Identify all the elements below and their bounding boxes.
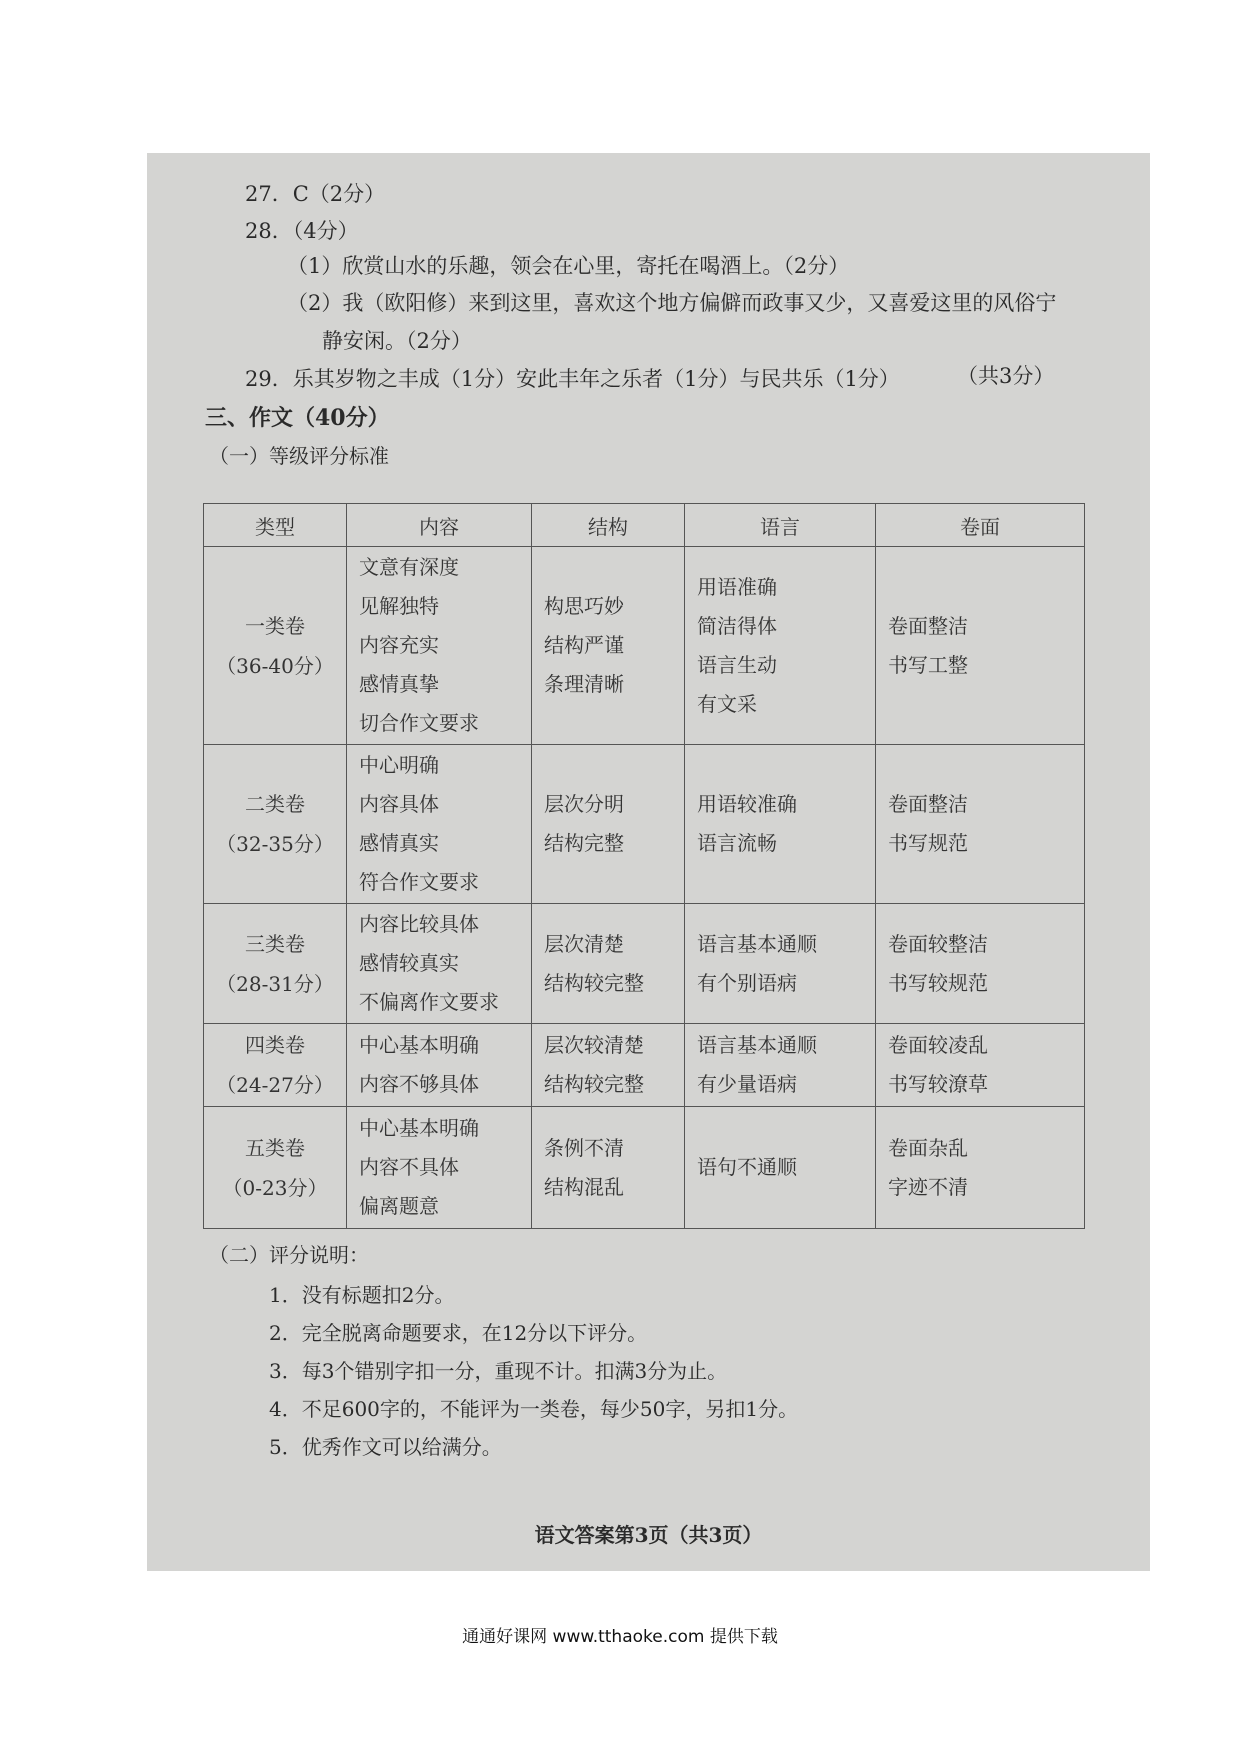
grading-table xyxy=(203,503,1085,1229)
download-credit: 通通好课网 www.tthaoke.com 提供下载 xyxy=(462,1627,778,1647)
content-criteria: 中心明确 内容具体 感情真实 符合作文要求 xyxy=(347,745,532,904)
answer-28-2-cont: 静安闲。（2分） xyxy=(322,329,472,353)
grade-type: 四类卷 （24-27分） xyxy=(204,1024,347,1107)
note-item: 5．优秀作文可以给满分。 xyxy=(269,1435,502,1459)
scanned-page xyxy=(147,153,1150,1571)
table-row xyxy=(204,745,1085,904)
surface-criteria: 卷面较凌乱 书写较潦草 xyxy=(876,1024,1085,1107)
language-criteria: 语言基本通顺 有少量语病 xyxy=(685,1024,876,1107)
grade-type: 三类卷 （28-31分） xyxy=(204,904,347,1024)
structure-criteria: 层次清楚 结构较完整 xyxy=(532,904,685,1024)
answer-29-total: （共3分） xyxy=(957,364,1055,388)
structure-criteria: 层次较清楚 结构较完整 xyxy=(532,1024,685,1107)
content-criteria: 中心基本明确 内容不具体 偏离题意 xyxy=(347,1107,532,1229)
note-item: 2．完全脱离命题要求，在12分以下评分。 xyxy=(269,1321,648,1345)
header-content: 内容 xyxy=(347,504,532,547)
grade-type: 五类卷 （0-23分） xyxy=(204,1107,347,1229)
grade-type: 一类卷 （36-40分） xyxy=(204,547,347,745)
answer-28: 28．（4分） xyxy=(245,219,359,243)
answer-28-2: （2）我（欧阳修）来到这里，喜欢这个地方偏僻而政事又少，又喜爱这里的风俗宁 xyxy=(287,291,1057,315)
answer-29: 29．乐其岁物之丰成（1分）安此丰年之乐者（1分）与民共乐（1分） xyxy=(245,367,900,391)
structure-criteria: 条例不清 结构混乱 xyxy=(532,1107,685,1229)
answer-27: 27．C（2分） xyxy=(245,182,386,206)
surface-criteria: 卷面整洁 书写规范 xyxy=(876,745,1085,904)
notes-title: （二）评分说明： xyxy=(209,1243,369,1267)
note-item: 3．每3个错别字扣一分，重现不计。扣满3分为止。 xyxy=(269,1359,728,1383)
table-row xyxy=(204,547,1085,745)
surface-criteria: 卷面杂乱 字迹不清 xyxy=(876,1107,1085,1229)
content-criteria: 内容比较具体 感情较真实 不偏离作文要求 xyxy=(347,904,532,1024)
table-header-row xyxy=(204,504,1085,547)
table-row xyxy=(204,1107,1085,1229)
page-number-footer: 语文答案第3页（共3页） xyxy=(534,1523,763,1547)
essay-section-title: 三、作文（40分） xyxy=(205,405,390,431)
grade-type: 二类卷 （32-35分） xyxy=(204,745,347,904)
table-row xyxy=(204,904,1085,1024)
rubric-title: （一）等级评分标准 xyxy=(209,444,389,468)
header-surface: 卷面 xyxy=(876,504,1085,547)
header-structure: 结构 xyxy=(532,504,685,547)
table-row xyxy=(204,1024,1085,1107)
note-item: 1．没有标题扣2分。 xyxy=(269,1283,455,1307)
content-criteria: 文意有深度 见解独特 内容充实 感情真挚 切合作文要求 xyxy=(347,547,532,745)
language-criteria: 语言基本通顺 有个别语病 xyxy=(685,904,876,1024)
answer-28-1: （1）欣赏山水的乐趣，领会在心里，寄托在喝酒上。（2分） xyxy=(287,254,850,278)
structure-criteria: 层次分明 结构完整 xyxy=(532,745,685,904)
language-criteria: 用语准确 简洁得体 语言生动 有文采 xyxy=(685,547,876,745)
surface-criteria: 卷面整洁 书写工整 xyxy=(876,547,1085,745)
language-criteria: 语句不通顺 xyxy=(685,1107,876,1229)
language-criteria: 用语较准确 语言流畅 xyxy=(685,745,876,904)
content-criteria: 中心基本明确 内容不够具体 xyxy=(347,1024,532,1107)
structure-criteria: 构思巧妙 结构严谨 条理清晰 xyxy=(532,547,685,745)
note-item: 4．不足600字的，不能评为一类卷，每少50字，另扣1分。 xyxy=(269,1397,799,1421)
surface-criteria: 卷面较整洁 书写较规范 xyxy=(876,904,1085,1024)
header-language: 语言 xyxy=(685,504,876,547)
header-type: 类型 xyxy=(204,504,347,547)
